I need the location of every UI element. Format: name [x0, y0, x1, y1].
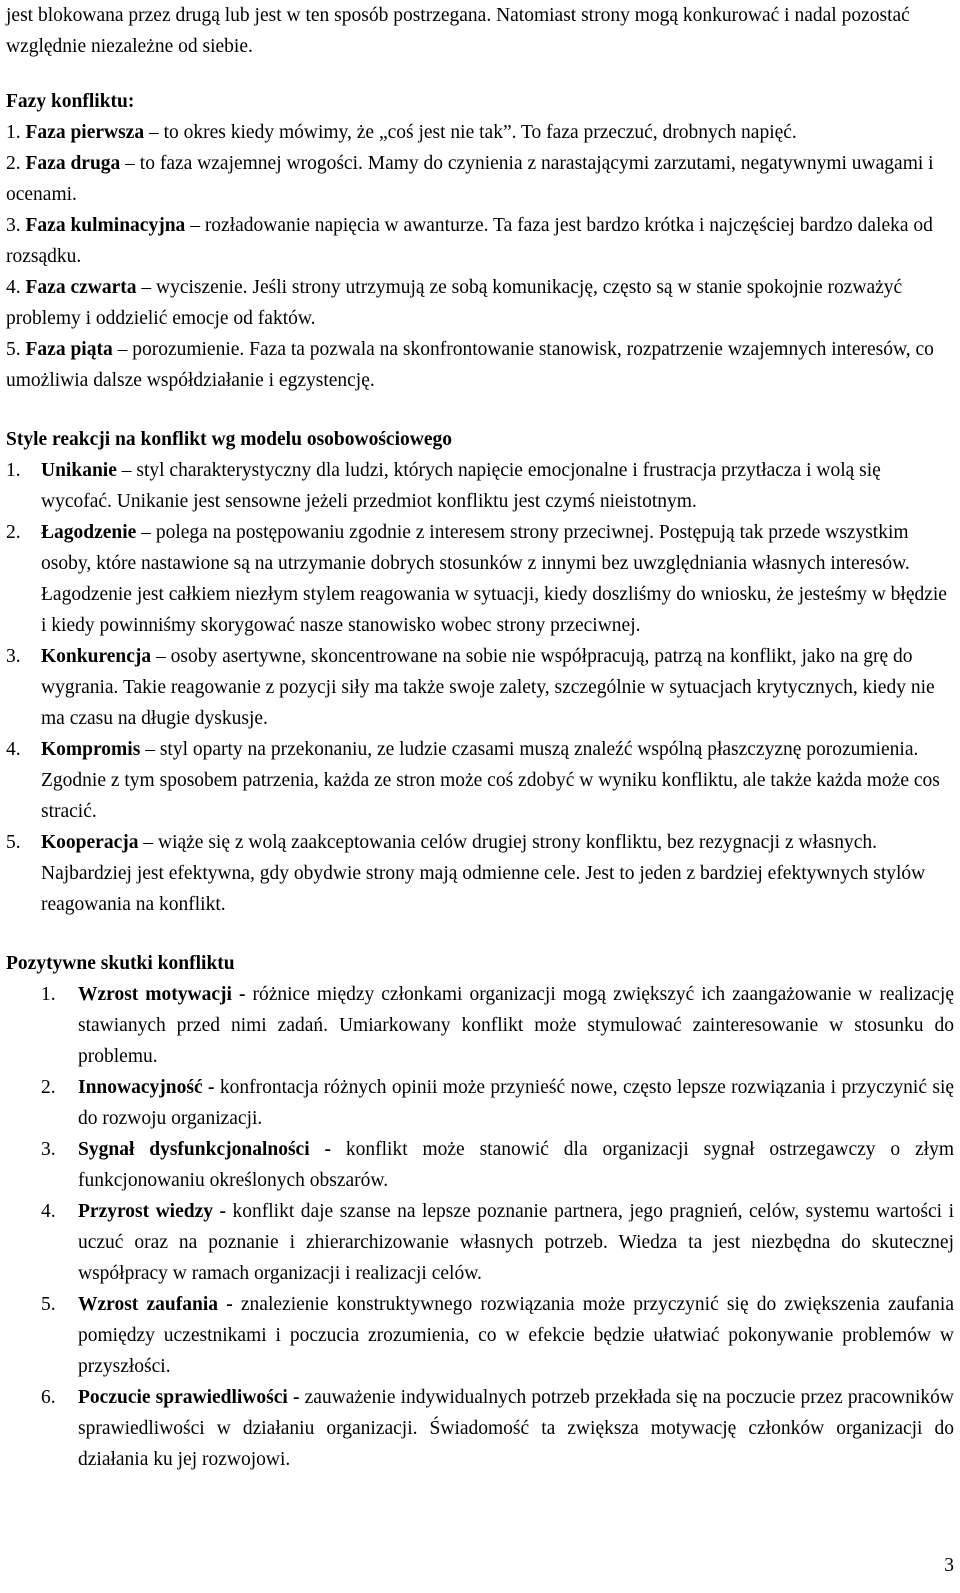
style-text	[41, 641, 954, 734]
positive-list	[6, 979, 954, 1475]
styles-heading: Style reakcji na konflikt wg modelu osobowościowego	[6, 429, 452, 450]
phase-item	[6, 334, 954, 396]
positive-item	[6, 1134, 954, 1196]
phases-heading: Fazy konfliktu:	[6, 91, 135, 112]
style-description: – styl oparty na przekonaniu, ze ludzie czasami muszą znaleźć wspólną płaszczyznę porozumienia. Zgodnie z tym sposobem patrzenia, każda ze stron może coś zdobyć w wyniku konfliktu, ale także każda może cos stracić.	[41, 739, 940, 822]
styles-list	[6, 455, 954, 920]
style-name: Łagodzenie	[41, 522, 137, 543]
style-description: – styl charakterystyczny dla ludzi, których napięcie emocjonalne i frustracja przytłacza i wolą się wycofać. Unikanie jest sensowne jeżeli przedmiot konfliktu jest czymś nieistotnym.	[41, 460, 881, 512]
positive-text	[78, 979, 954, 1072]
phase-number: 1.	[6, 122, 21, 143]
positive-description: konfrontacja różnych opinii może przynieść nowe, często lepsze rozwiązania i przyczynić się do rozwoju organizacji.	[78, 1077, 955, 1129]
phase-item	[6, 117, 954, 148]
positive-name: Wzrost zaufania -	[78, 1294, 233, 1315]
style-description: – osoby asertywne, skoncentrowane na sobie nie współpracują, patrzą na konflikt, jako na grę do wygrania. Takie reagowanie z pozycji siły ma także swoje zalety, szczególnie w sytuacjach krytycznych, kiedy nie ma czasu na długie dyskusje.	[41, 646, 935, 729]
style-item	[6, 455, 954, 517]
style-number: 3.	[6, 646, 21, 667]
style-text	[41, 455, 954, 517]
style-name: Konkurencja	[41, 646, 152, 667]
style-name: Kompromis	[41, 739, 141, 760]
positive-name: Sygnał dysfunkcjonalności -	[78, 1139, 331, 1160]
phase-name: Faza kulminacyjna	[25, 215, 186, 236]
positive-number: 3.	[41, 1139, 56, 1160]
positive-description: znalezienie konstruktywnego rozwiązania może przyczynić się do zwiększenia zaufania pomiędzy uczestnikami i poczucia zrozumienia, co w efekcie będzie ułatwiać pokonywanie problemów w przyszłości.	[78, 1294, 955, 1377]
style-item	[6, 641, 954, 734]
page-number: 3	[944, 1555, 954, 1576]
phases-section	[6, 86, 954, 396]
positive-item	[6, 1289, 954, 1382]
document-page	[6, 0, 954, 1475]
style-name: Kooperacja	[41, 832, 139, 853]
phase-number: 3.	[6, 215, 21, 236]
style-item	[6, 517, 954, 641]
positive-number: 2.	[41, 1077, 56, 1098]
style-text	[41, 734, 954, 827]
phase-name: Faza pierwsza	[25, 122, 145, 143]
phase-description: – porozumienie. Faza ta pozwala na skonfrontowanie stanowisk, rozpatrzenie wzajemnych interesów, co umożliwia dalsze współdziałanie i egzystencję.	[6, 339, 934, 391]
phase-name: Faza druga	[25, 153, 121, 174]
positive-item	[6, 1196, 954, 1289]
styles-section	[6, 424, 954, 920]
positive-number: 5.	[41, 1294, 56, 1315]
positive-number: 6.	[41, 1387, 56, 1408]
positive-text	[78, 1072, 954, 1134]
positive-description: konflikt daje szanse na lepsze poznanie partnera, jego pragnień, celów, systemu wartości i uczuć oraz na poznanie i zhierarchizowanie własnych potrzeb. Wiedza ta jest niezbędna do skutecznej współpracy w ramach organizacji i realizacji celów.	[78, 1201, 955, 1284]
style-number: 4.	[6, 739, 21, 760]
style-number: 1.	[6, 460, 21, 481]
positive-number: 1.	[41, 984, 56, 1005]
positive-text	[78, 1196, 954, 1289]
positive-text	[78, 1134, 954, 1196]
phase-name: Faza piąta	[25, 339, 113, 360]
positive-item	[6, 1382, 954, 1475]
positive-text	[78, 1382, 954, 1475]
positive-heading: Pozytywne skutki konfliktu	[6, 953, 235, 974]
phase-number: 4.	[6, 277, 21, 298]
phase-description: – to okres kiedy mówimy, że „coś jest nie tak”. To faza przeczuć, drobnych napięć.	[148, 122, 797, 143]
positive-description: zauważenie indywidualnych potrzeb przekłada się na poczucie przez pracowników sprawiedliwości w działaniu organizacji. Świadomość ta zwiększa motywację członków organizacji do działania ku jej rozwojowi.	[78, 1387, 954, 1470]
phases-list	[6, 117, 954, 396]
positive-item	[6, 1072, 954, 1134]
style-name: Unikanie	[41, 460, 117, 481]
positive-name: Wzrost motywacji -	[78, 984, 246, 1005]
style-number: 2.	[6, 522, 21, 543]
positive-item	[6, 979, 954, 1072]
style-description: – polega na postępowaniu zgodnie z interesem strony przeciwnej. Postępują tak przede wszystkim osoby, które nastawione są na utrzymanie dobrych stosunków z innymi bez uwzględniania własnych interesów. Łagodzenie jest całkiem niezłym stylem reagowania w sytuacji, kiedy doszliśmy do wniosku, że jesteśmy w błędzie i kiedy powinniśmy skorygować nasze stanowisko wobec strony przeciwnej.	[41, 522, 947, 636]
positive-description: różnice między członkami organizacji mogą zwiększyć ich zaangażowanie w realizację stawianych przed nimi zadań. Umiarkowany konflikt może stymulować zainteresowanie w stosunku do problemu.	[78, 984, 955, 1067]
style-number: 5.	[6, 832, 21, 853]
positive-section	[6, 948, 954, 1475]
style-text	[41, 827, 954, 920]
positive-number: 4.	[41, 1201, 56, 1222]
phase-description: – wyciszenie. Jeśli strony utrzymują ze sobą komunikację, często są w stanie spokojnie rozważyć problemy i oddzielić emocje od faktów.	[6, 277, 903, 329]
positive-name: Poczucie sprawiedliwości -	[78, 1387, 300, 1408]
positive-name: Innowacyjność -	[78, 1077, 215, 1098]
style-text	[41, 517, 954, 641]
style-item	[6, 827, 954, 920]
style-description: – wiąże się z wolą zaakceptowania celów drugiej strony konfliktu, bez rezygnacji z własnych. Najbardziej jest efektywna, gdy obydwie strony mają odmienne cele. Jest to jeden z bardziej efektywnych stylów reagowania na konflikt.	[41, 832, 926, 915]
phase-number: 5.	[6, 339, 21, 360]
positive-text	[78, 1289, 954, 1382]
phase-item	[6, 210, 954, 272]
intro-paragraph: jest blokowana przez drugą lub jest w ten sposób postrzegana. Natomiast strony mogą konkurować i nadal pozostać względnie niezależne od siebie.	[6, 5, 910, 57]
phase-description: – to faza wzajemnej wrogości. Mamy do czynienia z narastającymi zarzutami, negatywnymi uwagami i ocenami.	[6, 153, 934, 205]
phase-number: 2.	[6, 153, 21, 174]
style-item	[6, 734, 954, 827]
phase-item	[6, 148, 954, 210]
phase-item	[6, 272, 954, 334]
phase-description: – rozładowanie napięcia w awanturze. Ta faza jest bardzo krótka i najczęściej bardzo daleka od rozsądku.	[6, 215, 933, 267]
positive-description: konflikt może stanowić dla organizacji sygnał ostrzegawczy o złym funkcjonowaniu określonych obszarów.	[78, 1139, 954, 1191]
positive-name: Przyrost wiedzy -	[78, 1201, 226, 1222]
phase-name: Faza czwarta	[25, 277, 137, 298]
